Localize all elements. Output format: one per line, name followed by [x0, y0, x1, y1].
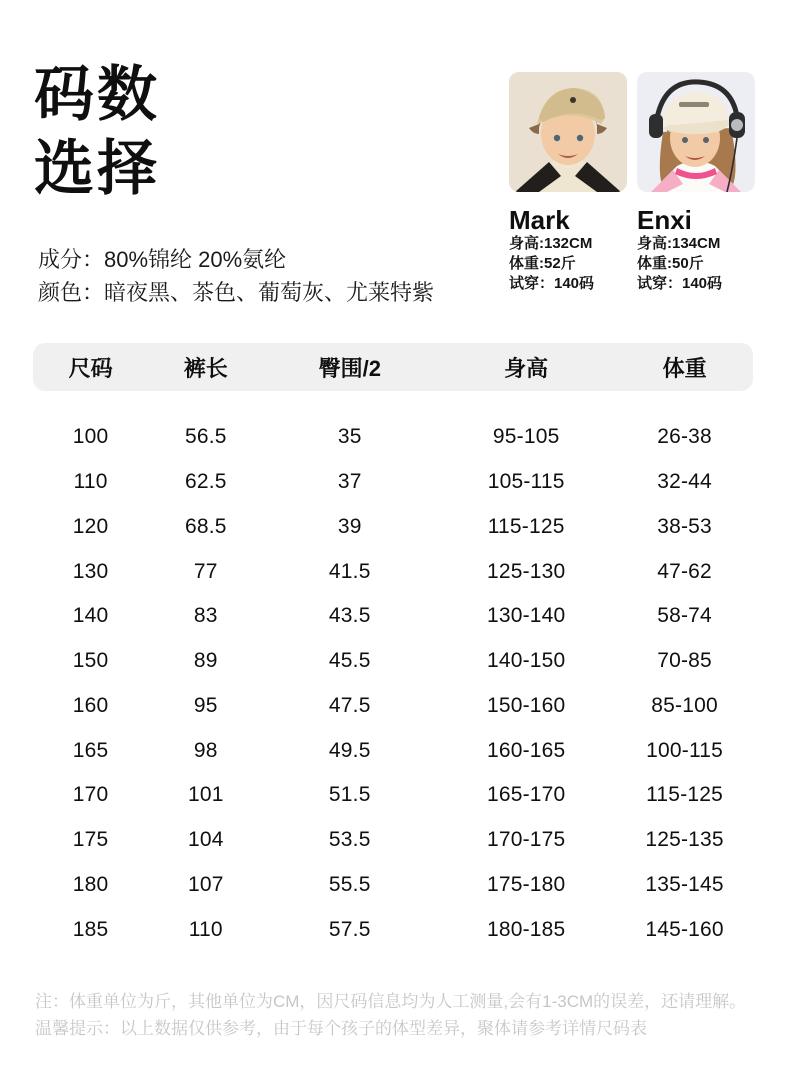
- table-cell-row7-col0: 165: [72, 738, 109, 762]
- model-card-enxi: [637, 72, 755, 294]
- table-cell-row0-col2: 35: [337, 425, 362, 449]
- column-header-1: 裤长: [183, 355, 228, 381]
- page-title-line1: 码数: [34, 61, 160, 128]
- table-cell-row9-col0: 175: [72, 828, 109, 852]
- model-height: 身高:132CM: [509, 235, 593, 252]
- table-cell-row6-col1: 95: [193, 693, 218, 717]
- page-title: [34, 58, 160, 206]
- table-cell-row11-col3: 180-185: [486, 917, 566, 941]
- table-cell-row6-col4: 85-100: [651, 693, 718, 717]
- model-name: Mark: [509, 205, 570, 235]
- table-cell-row5-col0: 150: [72, 649, 109, 673]
- page-title-line2: 选择: [34, 135, 160, 202]
- table-cell-row8-col0: 170: [72, 783, 109, 807]
- table-cell-row2-col2: 39: [337, 514, 362, 538]
- table-cell-row5-col3: 140-150: [486, 649, 566, 673]
- model-name: Enxi: [637, 205, 692, 235]
- column-header-3: 身高: [504, 355, 549, 381]
- model-weight: 体重:52斤: [509, 255, 576, 272]
- footer-notes: [35, 988, 746, 1042]
- table-cell-row11-col1: 110: [188, 917, 223, 941]
- composition-text: 成分：80%锦纶 20%氨纶: [38, 247, 287, 272]
- table-cell-row7-col3: 160-165: [486, 738, 566, 762]
- table-cell-row9-col2: 53.5: [328, 828, 371, 852]
- table-cell-row4-col2: 43.5: [328, 604, 371, 628]
- table-cell-row10-col0: 180: [72, 872, 109, 896]
- table-cell-row4-col1: 83: [193, 604, 218, 628]
- table-cell-row6-col0: 160: [72, 693, 109, 717]
- table-cell-row1-col2: 37: [337, 470, 362, 494]
- table-cell-row5-col4: 70-85: [657, 649, 712, 673]
- table-cell-row1-col4: 32-44: [657, 470, 712, 494]
- model-fit-size: 试穿：140码: [509, 275, 595, 292]
- table-cell-row7-col2: 49.5: [328, 738, 371, 762]
- table-cell-row7-col1: 98: [193, 738, 218, 762]
- table-cell-row3-col1: 77: [193, 559, 218, 583]
- table-cell-row1-col3: 105-115: [487, 470, 565, 494]
- table-cell-row9-col1: 104: [187, 828, 224, 852]
- table-cell-row3-col0: 130: [72, 559, 109, 583]
- column-header-0: 尺码: [68, 355, 113, 381]
- table-cell-row11-col0: 185: [72, 917, 109, 941]
- table-cell-row9-col4: 125-135: [645, 828, 724, 852]
- table-cell-row0-col1: 56.5: [184, 425, 227, 449]
- column-header-4: 体重: [662, 355, 707, 381]
- table-cell-row4-col3: 130-140: [486, 604, 566, 628]
- table-cell-row5-col1: 89: [193, 649, 218, 673]
- table-cell-row0-col4: 26-38: [657, 425, 712, 449]
- table-cell-row3-col3: 125-130: [486, 559, 566, 583]
- table-cell-row3-col2: 41.5: [328, 559, 371, 583]
- size-table-body: [33, 415, 753, 952]
- table-cell-row8-col4: 115-125: [646, 783, 724, 807]
- table-cell-row10-col2: 55.5: [328, 872, 371, 896]
- table-cell-row10-col3: 175-180: [486, 872, 566, 896]
- colors-text: 颜色：暗夜黑、茶色、葡萄灰、尤莱特紫: [38, 280, 435, 305]
- table-cell-row6-col3: 150-160: [486, 693, 566, 717]
- table-cell-row5-col2: 45.5: [328, 649, 371, 673]
- table-cell-row4-col0: 140: [72, 604, 109, 628]
- table-cell-row8-col2: 51.5: [328, 783, 371, 807]
- table-cell-row7-col4: 100-115: [646, 738, 724, 762]
- note-reference-tip: 温馨提示：以上数据仅供参考，由于每个孩子的体型差异，聚体请参考详情尺码表: [35, 1019, 647, 1038]
- table-cell-row0-col0: 100: [72, 425, 109, 449]
- table-cell-row6-col2: 47.5: [328, 693, 371, 717]
- model-photo-boy-khaki-cap: [509, 72, 627, 192]
- model-height: 身高:134CM: [637, 235, 721, 252]
- table-cell-row11-col2: 57.5: [328, 917, 371, 941]
- table-cell-row2-col3: 115-125: [487, 514, 565, 538]
- table-cell-row2-col4: 38-53: [657, 514, 712, 538]
- table-cell-row3-col4: 47-62: [657, 559, 712, 583]
- table-cell-row2-col1: 68.5: [184, 514, 227, 538]
- table-cell-row1-col0: 110: [73, 470, 108, 494]
- table-cell-row1-col1: 62.5: [184, 470, 227, 494]
- table-cell-row4-col4: 58-74: [657, 604, 712, 628]
- table-cell-row9-col3: 170-175: [486, 828, 566, 852]
- column-header-2: 臀围/2: [318, 355, 381, 381]
- model-weight: 体重:50斤: [637, 255, 704, 272]
- size-table-header-row: [33, 343, 753, 391]
- note-measurement-disclaimer: 注：体重单位为斤，其他单位为CM，因尺码信息均为人工测量,会有1-3CM的误差，还请理解。: [35, 992, 747, 1011]
- table-cell-row10-col1: 107: [187, 872, 224, 896]
- table-cell-row8-col1: 101: [187, 783, 224, 807]
- table-cell-row0-col3: 95-105: [492, 425, 560, 449]
- table-cell-row11-col4: 145-160: [645, 917, 724, 941]
- table-cell-row2-col0: 120: [72, 514, 109, 538]
- model-fit-size: 试穿：140码: [637, 275, 723, 292]
- size-table: [33, 343, 753, 952]
- table-cell-row8-col3: 165-170: [486, 783, 566, 807]
- table-cell-row10-col4: 135-145: [645, 872, 724, 896]
- model-card-mark: [509, 72, 627, 294]
- model-photo-girl-visor-headphones: [637, 72, 755, 192]
